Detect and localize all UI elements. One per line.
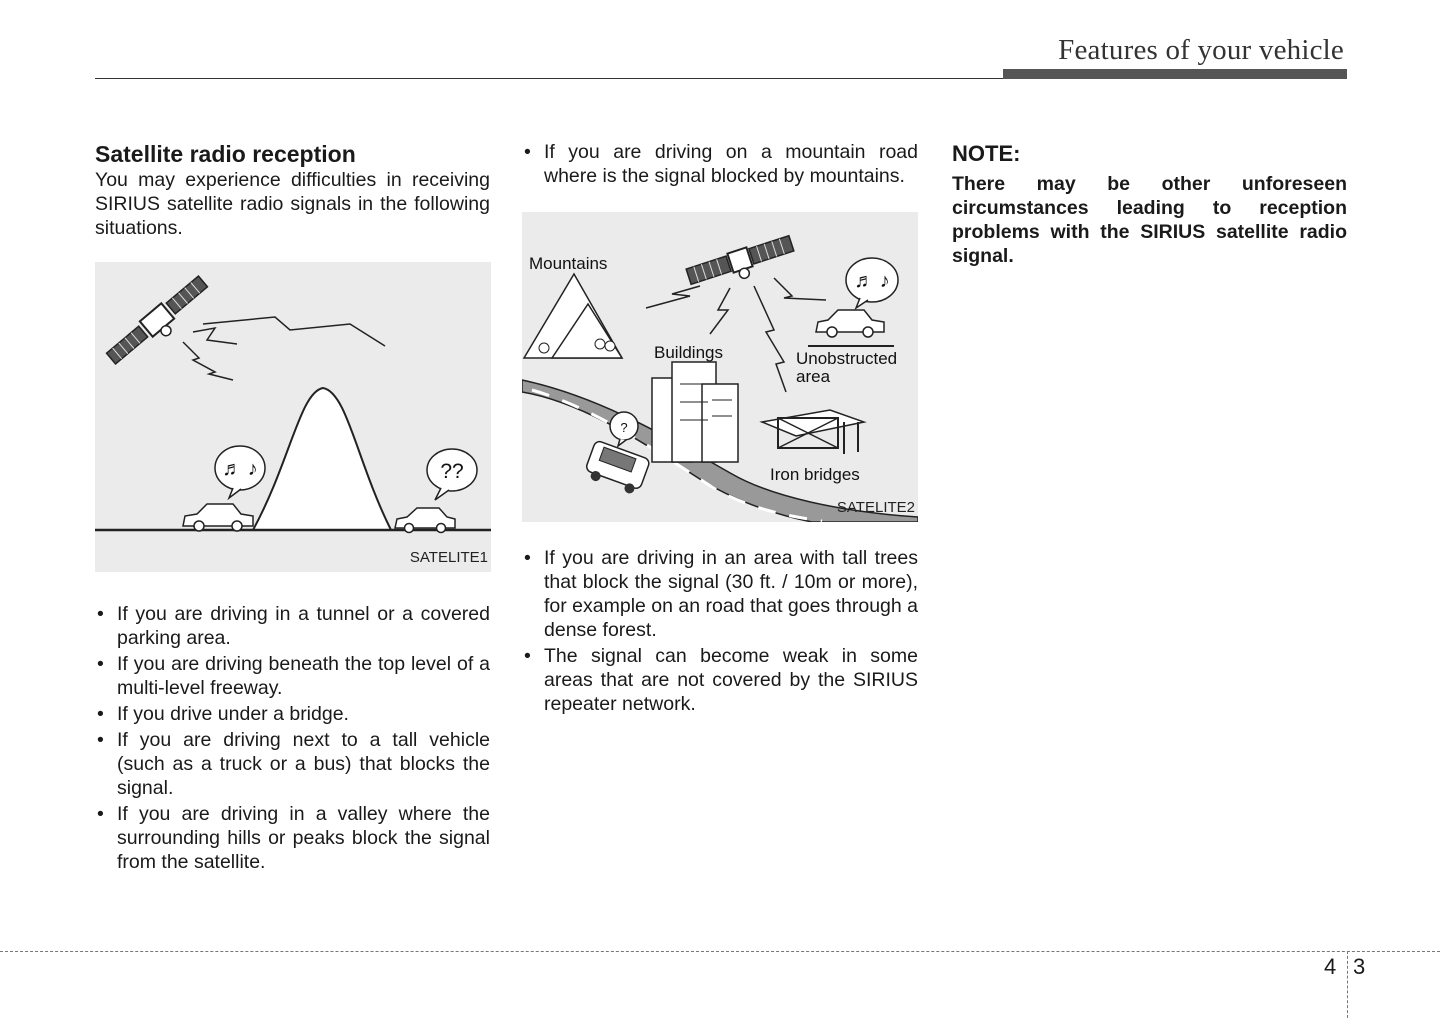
iron-bridge-icon <box>762 410 864 454</box>
signal-bolt-icon <box>193 328 237 344</box>
list-item: • If you are driving in a valley where the surrounding hills or peaks block the signal from the satellite. <box>95 802 490 874</box>
question-bubble <box>610 412 638 446</box>
speech-bubble-music <box>846 258 898 308</box>
car-icon-road <box>583 440 651 496</box>
speech-bubble-right <box>427 449 477 500</box>
bullet-list-top <box>522 140 918 188</box>
label-iron-bridges: Iron bridges <box>770 465 860 484</box>
note-body: There may be other unforeseen circumstances leading to reception problems with the SIRIUS satellite radio signal. <box>952 173 1347 267</box>
satellite-mountain-illustration <box>95 262 491 572</box>
svg-text:?: ? <box>620 420 628 435</box>
car-icon-left <box>183 504 253 531</box>
bullet-list-bottom <box>522 546 918 716</box>
signal-bolt-icon <box>203 317 385 346</box>
column-2 <box>522 140 918 718</box>
section-title: Satellite radio reception <box>95 141 356 167</box>
list-item: • If you are driving beneath the top level of a multi-level freeway. <box>95 652 490 700</box>
note-title: NOTE: <box>952 141 1021 166</box>
mountain-icon <box>253 388 391 530</box>
car-icon-unobstructed <box>816 310 884 337</box>
obstruction-types-illustration <box>522 212 918 522</box>
footer-page-divider <box>1347 951 1348 1018</box>
column-1 <box>95 140 490 876</box>
label-buildings: Buildings <box>654 343 723 362</box>
list-item: • If you drive under a bridge. <box>95 702 490 726</box>
header-title: Features of your vehicle <box>1058 34 1344 66</box>
figure-satellite-1 <box>95 262 491 572</box>
speech-bubble-left <box>215 446 265 498</box>
list-item: • If you are driving in a tunnel or a covered parking area. <box>95 602 490 650</box>
signal-bolt-icon <box>754 286 786 392</box>
figure-satellite-2 <box>522 212 918 522</box>
signal-bolt-icon <box>774 278 826 300</box>
signal-bolt-icon <box>183 342 233 380</box>
list-item: • The signal can become weak in some areas that are not covered by the SIRIUS repeater network. <box>522 644 918 716</box>
list-item: • If you are driving in an area with tall trees that block the signal (30 ft. / 10m or more), for example on an road that goes through a dense forest. <box>522 546 918 642</box>
signal-bolt-icon <box>646 286 700 308</box>
bullet-list <box>95 602 490 874</box>
label-mountains: Mountains <box>529 254 608 273</box>
footer-divider <box>0 951 1440 952</box>
list-item: • If you are driving next to a tall vehicle (such as a truck or a bus) that blocks the signal. <box>95 728 490 800</box>
label-unobstructed: Unobstructed <box>796 349 898 368</box>
satellite-icon <box>686 234 798 295</box>
list-item: • If you are driving on a mountain road where is the signal blocked by mountains. <box>522 140 918 188</box>
chapter-number: 4 <box>1324 954 1337 979</box>
page-number: 3 <box>1353 954 1366 979</box>
header-rule <box>95 78 1003 79</box>
label-area: area <box>796 367 831 386</box>
question-marks: ?? <box>440 460 464 483</box>
buildings-icon <box>652 362 738 462</box>
music-note-icon: ♬ ♪ <box>222 458 258 480</box>
column-3 <box>952 140 1347 268</box>
music-note-icon: ♬ ♪ <box>854 270 890 292</box>
figure-code: SATELITE2 <box>836 499 915 516</box>
intro-text: You may experience difficulties in receiving SIRIUS satellite radio signals in the following situations. <box>95 169 490 239</box>
signal-bolt-icon <box>710 288 730 334</box>
figure-code: SATELITE1 <box>409 549 488 566</box>
header-bar <box>1003 69 1347 79</box>
